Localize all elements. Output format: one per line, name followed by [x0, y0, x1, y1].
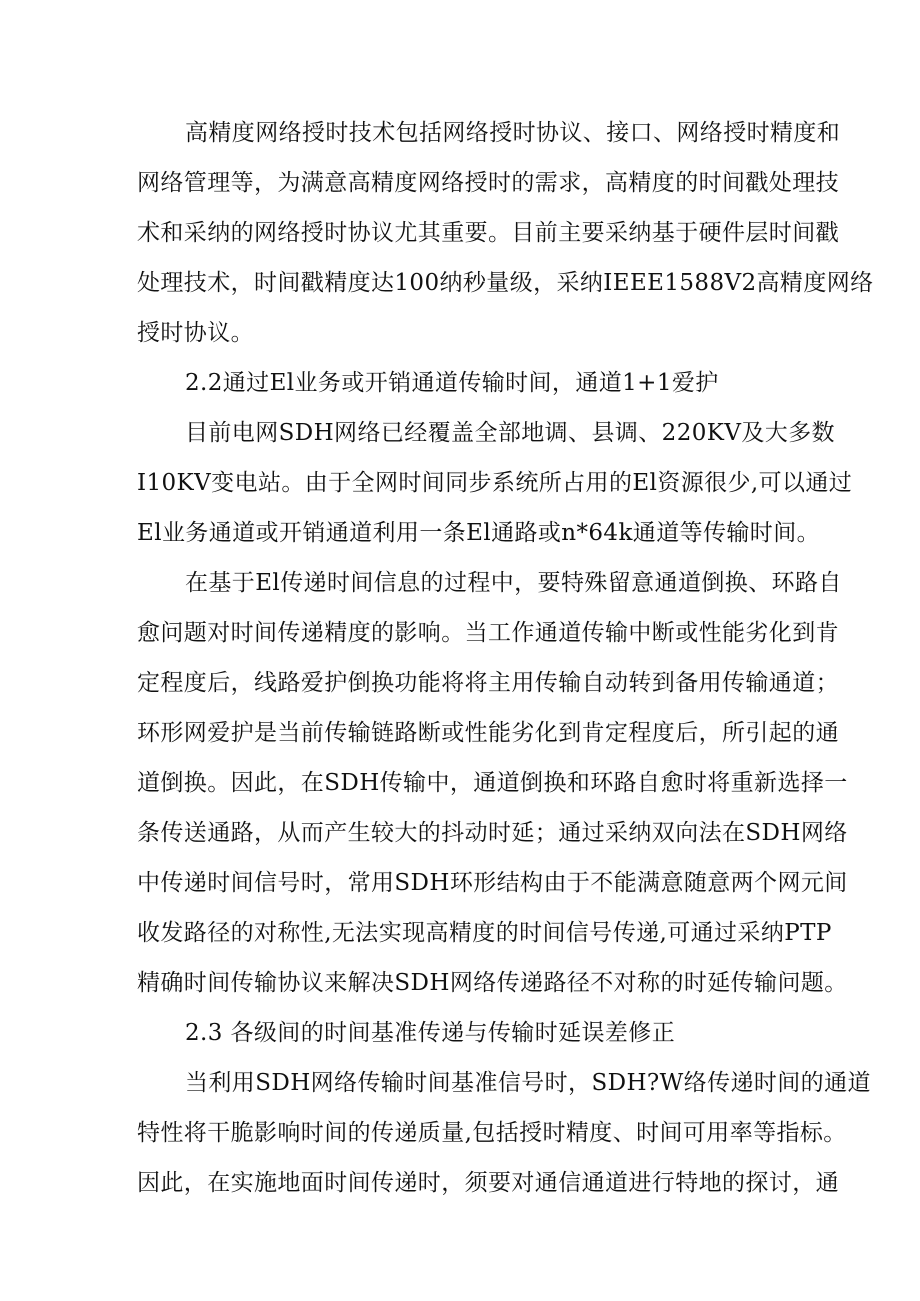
paragraph-start-line: 2.2通过El业务或开销通道传输时间，通道1+1爱护	[185, 370, 719, 396]
text-line: 中传递时间信号时，常用SDH环形结构由于不能满意随意两个网元间	[137, 870, 848, 896]
text-line: 条传送通路，从而产生较大的抖动时延；通过采纳双向法在SDH网络	[137, 820, 848, 846]
text-line: 网络管理等，为满意高精度网络授时的需求，高精度的时间戳处理技	[137, 170, 839, 196]
text-line: 术和采纳的网络授时协议尤其重要。目前主要采纳基于硬件层时间戳	[137, 220, 839, 246]
document-body	[137, 108, 874, 1208]
text-line: 愈问题对时间传递精度的影响。当工作通道传输中断或性能劣化到肯	[137, 620, 839, 646]
paragraph-start-line: 2.3 各级间的时间基准传递与传输时延误差修正	[185, 1020, 676, 1046]
text-line: 定程度后，线路爱护倒换功能将将主用传输自动转到备用传输通道；	[137, 670, 839, 696]
text-line: El业务通道或开销通道利用一条El通路或n*64k通道等传输时间。	[137, 520, 821, 546]
paragraph-start-line: 目前电网SDH网络已经覆盖全部地调、县调、220KV及大多数	[185, 420, 835, 446]
text-line: 授时协议。	[137, 320, 254, 346]
text-line: 道倒换。因此，在SDH传输中，通道倒换和环路自愈时将重新选择一	[137, 770, 848, 796]
paragraph-start-line: 高精度网络授时技术包括网络授时协议、接口、网络授时精度和	[185, 120, 841, 146]
text-line: 精确时间传输协议来解决SDH网络传递路径不对称的时延传输问题。	[137, 970, 848, 996]
text-line: 收发路径的对称性,无法实现高精度的时间信号传递,可通过采纳PTP	[137, 920, 832, 946]
paragraph-start-line: 当利用SDH网络传输时间基准信号时，SDH?W络传递时间的通道	[185, 1070, 871, 1096]
text-line: 环形网爱护是当前传输链路断或性能劣化到肯定程度后，所引起的通	[137, 720, 839, 746]
text-line: I10KV变电站。由于全网时间同步系统所占用的El资源很少,可以通过	[137, 470, 853, 496]
text-line: 因此，在实施地面时间传递时，须要对通信通道进行特地的探讨，通	[137, 1170, 839, 1196]
paragraph-start-line: 在基于El传递时间信息的过程中，要特殊留意通道倒换、环路自	[185, 570, 842, 596]
text-line: 特性将干脆影响时间的传递质量,包括授时精度、时间可用率等指标。	[137, 1120, 847, 1146]
text-line: 处理技术，时间戳精度达100纳秒量级，采纳IEEE1588V2高精度网络	[137, 270, 874, 296]
